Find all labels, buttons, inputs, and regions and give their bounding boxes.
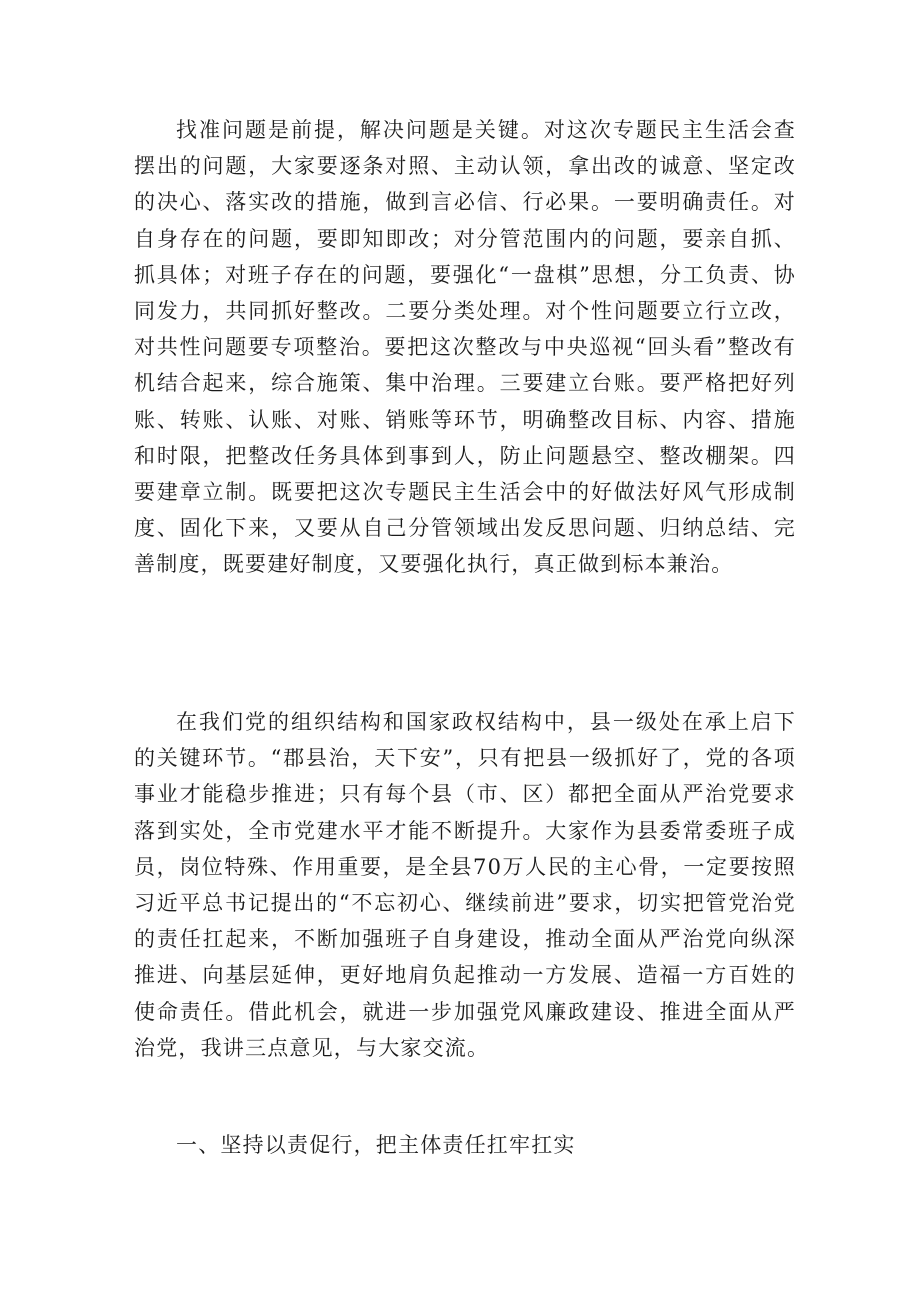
body-paragraph-1: 找准问题是前提，解决问题是关键。对这次专题民主生活会查摆出的问题，大家要逐条对照、主动认领，拿出改的诚意、坚定改的决心、落实改的措施，做到言必信、行必果。一要明确责任。对自身存在的问题，要即知即改；对分管范围内的问题，要亲自抓、抓具体；对班子存在的问题，要强化“一盘棋”思想，分工负责、协同发力，共同抓好整改。二要分类处理。对个性问题要立行立改，对共性问题要专项整治。要把这次整改与中央巡视“回头看”整改有机结合起来，综合施策、集中治理。三要建立台账。要严格把好列账、转账、认账、对账、销账等环节，明确整改目标、内容、措施和时限，把整改任务具体到事到人，防止问题悬空、整改棚架。四要建章立制。既要把这次专题民主生活会中的好做法好风气形成制度、固化下来，又要从自己分管领域出发反思问题、归纳总结、完善制度，既要建好制度，又要强化执行，真正做到标本兼治。 xyxy=(134,118,796,577)
body-paragraph-2: 在我们党的组织结构和国家政权结构中，县一级处在承上启下的关键环节。“郡县治，天下安”，只有把县一级抓好了，党的各项事业才能稳步推进；只有每个县（市、区）都把全面从严治党要求落到实处，全市党建水平才能不断提升。大家作为县委常委班子成员，岗位特殊、作用重要，是全县70万人民的主心骨，一定要按照习近平总书记提出的“不忘初心、继续前进”要求，切实把管党治党的责任扛起来，不断加强班子自身建设，推动全面从严治党向纵深推进、向基层延伸，更好地肩负起推动一方发展、造福一方百姓的使命责任。借此机会，就进一步加强党风廉政建设、推进全面从严治党，我讲三点意见，与大家交流。 xyxy=(134,710,796,1060)
section-heading: 一、坚持以责促行，把主体责任扛牢扛实 xyxy=(176,1133,576,1157)
